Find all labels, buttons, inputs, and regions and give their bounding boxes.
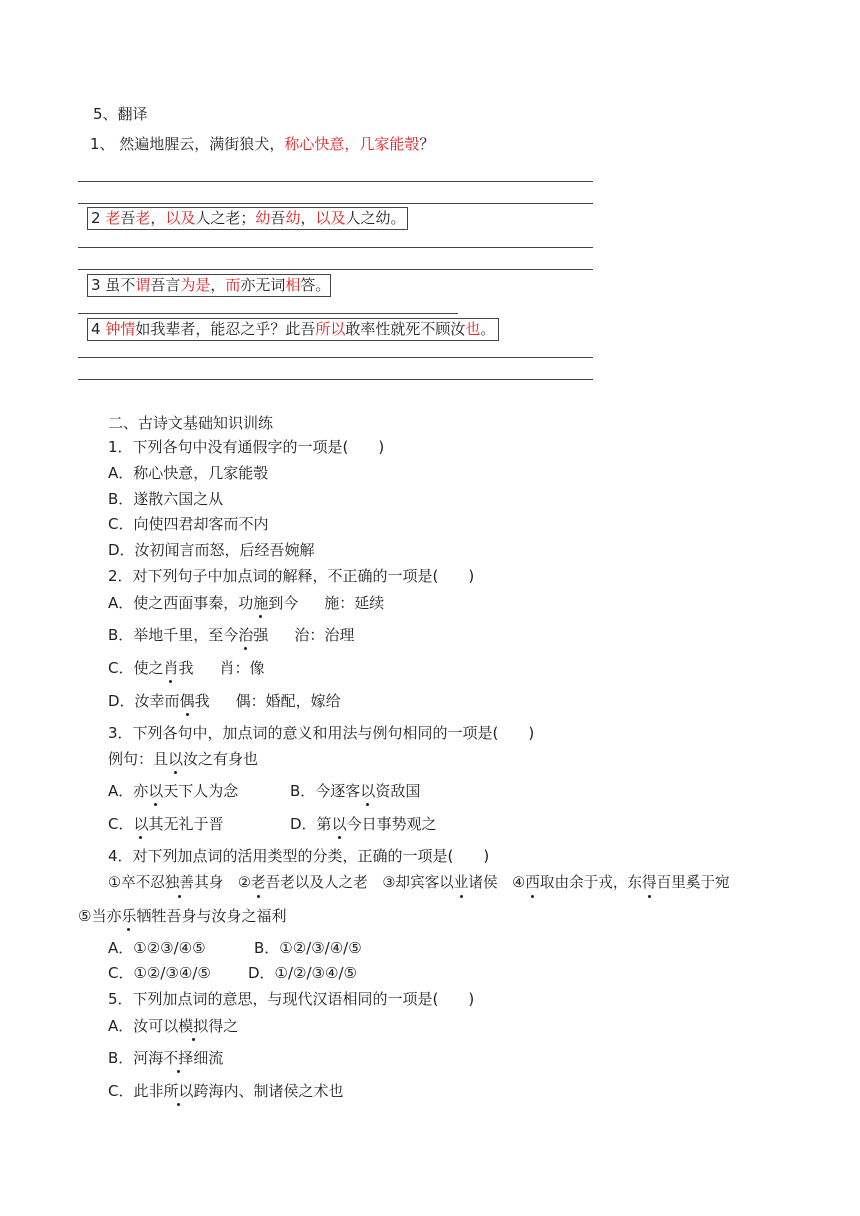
translate-q4-box: 4 钟情如我辈者，能忍之乎？此吾所以敢率性就死不顾汝也。	[87, 318, 499, 341]
q3-example: 例句：且以汝之有身也	[108, 750, 259, 768]
answer-line	[78, 357, 593, 358]
q1-option-b: B．遂散六国之从	[108, 490, 224, 508]
q4-option-b: B．①②/③/④/⑤	[254, 939, 362, 957]
q5-option-c: C．此非所以跨海内、制诸侯之术也	[108, 1082, 344, 1100]
translate-q1: 1、 然遍地腥云，满街狼犬，称心快意，几家能彀？	[90, 135, 435, 153]
q5-option-b: B．河海不择细流	[108, 1049, 224, 1067]
answer-line	[78, 181, 593, 182]
q3-option-a: A．亦以天下人为念	[108, 782, 239, 800]
q2-option-d: D．汝幸而偶我 偶：婚配，嫁给	[108, 692, 341, 710]
q4-option-c: C．①②/③④/⑤	[108, 964, 211, 982]
q2-stem: 2．对下列句子中加点词的解释，不正确的一项是( )	[108, 567, 475, 585]
q3-option-b: B．今逐客以资敌国	[290, 782, 421, 800]
q4-stem: 4．对下列加点词的活用类型的分类，正确的一项是( )	[108, 847, 490, 865]
q4-items-line1: ①卒不忍独善其身 ②老吾老以及人之老 ③却宾客以业诸侯 ④西取由余于戎，东得百里奚于宛	[108, 874, 730, 891]
q4-option-d: D．①/②/③④/⑤	[248, 964, 357, 982]
q3-option-c: C．以其无礼于晋	[108, 815, 224, 833]
answer-line	[78, 379, 593, 380]
answer-line	[78, 203, 593, 204]
q2-option-a: A．使之西面事秦，功施到今 施：延续	[108, 594, 385, 612]
q5-option-a: A．汝可以模拟得之	[108, 1017, 239, 1035]
q1-stem: 1．下列各句中没有通假字的一项是( )	[108, 438, 385, 456]
translate-q2-box: 2 老吾老，以及人之老；幼吾幼，以及人之幼。	[87, 207, 408, 230]
q1-option-d: D．汝初闻言而怒，后经吾婉解	[108, 541, 315, 559]
answer-line	[78, 247, 593, 248]
q1-option-a: A．称心快意，几家能彀	[108, 464, 269, 482]
q3-option-d: D．第以今日事势观之	[290, 815, 437, 833]
q4-option-a: A．①②③/④⑤	[108, 939, 206, 957]
answer-line	[78, 313, 458, 314]
section5-title: 5、翻译	[93, 105, 148, 123]
translate-q3-box: 3 虽不谓吾言为是，而亦无词相答。	[87, 274, 331, 297]
q1-option-c: C．向使四君却客而不内	[108, 515, 269, 533]
q4-items-line2: ⑤当亦乐牺牲吾身与汝身之福利	[78, 907, 287, 925]
q3-stem: 3．下列各句中，加点词的意义和用法与例句相同的一项是( )	[108, 724, 535, 742]
part2-title: 二、古诗文基础知识训练	[108, 414, 274, 432]
q2-option-b: B．举地千里，至今治强 治：治理	[108, 626, 355, 644]
q5-stem: 5．下列加点词的意思，与现代汉语相同的一项是( )	[108, 990, 475, 1008]
q2-option-c: C．使之肖我 肖：像	[108, 659, 265, 677]
answer-line	[78, 269, 593, 270]
